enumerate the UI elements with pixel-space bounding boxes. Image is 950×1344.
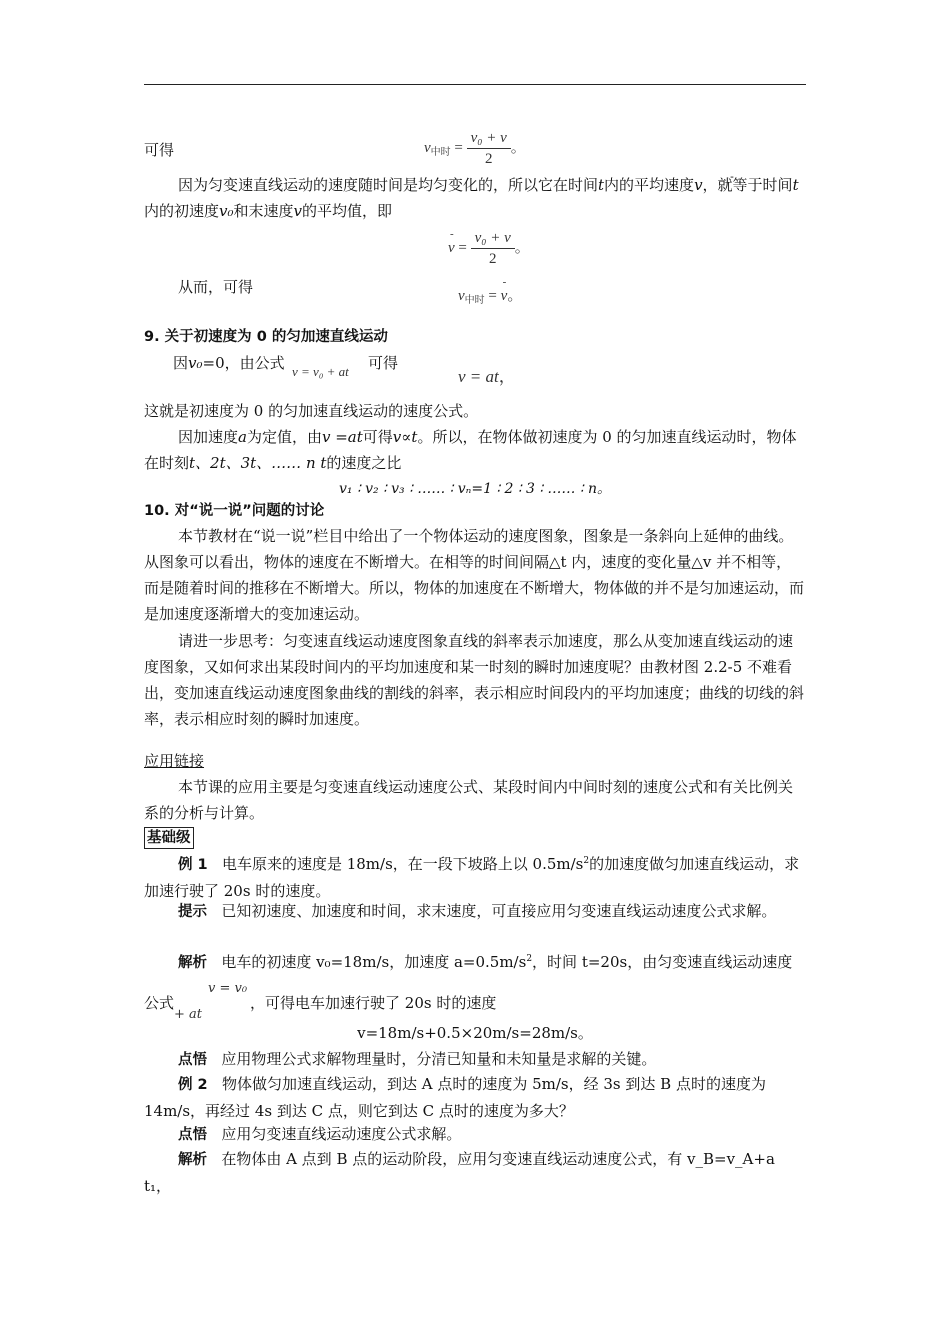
label-ke-de: 可得 — [144, 141, 175, 159]
formula-v-at: v = at， — [458, 367, 516, 386]
equation-average-velocity: - v = $\frac{\text{v₀ + v}}{2}$ 。 — [448, 228, 530, 269]
insight-2: 点悟 应用匀变速直线运动速度公式求解。 — [178, 1125, 462, 1143]
paragraph-application: 本节课的应用主要是匀变速直线运动速度公式、某段时间内中间时刻的速度公式和有关比例关系的分析与计算。 — [144, 778, 794, 822]
section-heading-9: 9. 关于初速度为 0 的匀加速直线运动 — [144, 329, 388, 345]
paragraph-proportional: 因加速度a为定值，由v =at可得v∝t。所以，在物体做初速度为 0 的匀加速直线运动时，物体在时刻t、2t、3t、…… n t的速度之比 — [144, 428, 797, 472]
solution-1: 解析 电车的初速度 v₀=18m/s，加速度 $a=0.5m/s^2$，时间 t=20s，由匀变速直线运动速度公式v = v₀ + at，可得电车加速行驶了 20s 时的速度 — [144, 946, 806, 1028]
paragraph-discussion: 本节教材在“说一说”栏目中给出了一个物体运动的速度图象，图象是一条斜向上延伸的曲线。从图象可以看出，物体的速度在不断增大。在相等的时间间隔△t 内，速度的变化量△v 并不相等，而是随着时间的推移在不断增大。所以，物体的加速度在不断增大，物体做的并不是匀加速运动，而是加速度逐渐增大的变加速运动。 — [144, 527, 805, 623]
paragraph-average-velocity: 因为匀变速直线运动的速度随时间是均匀变化的，所以它在时间t内的平均速度- v，就等于时间t内的初速度v₀和末速度v的平均值，即 — [144, 172, 806, 224]
equation-mid-time-velocity: $v_{中时}$ = $\frac{\text{v₀ + v}}{2}$ 。 — [424, 130, 526, 167]
paragraph-velocity-formula: 这就是初速度为 0 的匀加速直线运动的速度公式。 — [144, 402, 479, 420]
line-v0-zero: 因v₀=0，由公式 — [173, 354, 285, 372]
formula-velocity: v = v₀ + at — [292, 364, 349, 379]
level-label: 基础级 — [144, 824, 806, 850]
fraction: $\frac{\text{v₀ + v}}{2}$ — [471, 228, 515, 269]
velocity-ratio: v₁ ∶ v₂ ∶ v₃ ∶ …… ∶ vₙ=1 ∶ 2 ∶ 3 ∶ …… ∶ n。 — [339, 481, 611, 497]
fraction: $\frac{\text{v₀ + v}}{2}$ — [467, 128, 511, 169]
example-1: 例 1 电车原来的速度是 18m/s，在一段下坡路上以 $0.5m/s^2$的加速度做匀加速直线运动，求加速行驶了 20s 时的速度。 — [144, 855, 800, 900]
application-link-title: 应用链接 — [144, 752, 205, 770]
paragraph-further-thinking: 请进一步思考：匀变速直线运动速度图象直线的斜率表示加速度，那么从变加速直线运动的速度图象，又如何求出某段时间内的平均加速度和某一时刻的瞬时加速度呢？由教材图 2.2-5 不难看出，变加速直线运动速度图象曲线的割线的斜率，表示相应时间段内的平均加速度；曲线的切线的斜率，表示相应时刻的瞬时加速度。 — [144, 632, 805, 728]
example-2: 例 2 物体做匀加速直线运动，到达 A 点时的速度为 5m/s，经 3s 到达 B 点时的速度为 14m/s，再经过 4s 到达 C 点，则它到达 C 点时的速度为多大？ — [144, 1075, 766, 1120]
equation-mid-equals-average: $v_{中时}$ = - v。 — [458, 284, 522, 306]
hint-1: 提示 已知初速度、加速度和时间，求末速度，可直接应用匀变速直线运动速度公式求解。 — [178, 902, 777, 920]
header-rule — [144, 84, 806, 85]
solution-1-result: v=18m/s+0.5×20m/s=28m/s。 — [357, 1024, 593, 1042]
solution-2: 解析 在物体由 A 点到 B 点的运动阶段，应用匀变速直线运动速度公式，有 v_B=v_A+a t₁， — [144, 1150, 775, 1195]
line-cong-er: 从而，可得 — [178, 278, 254, 296]
formula-velocity-2: v = v₀ + at — [174, 981, 248, 1022]
section-heading-10: 10. 对“说一说”问题的讨论 — [144, 503, 325, 519]
insight-1: 点悟 应用物理公式求解物理量时，分清已知量和未知量是求解的关键。 — [178, 1050, 657, 1068]
label-ke-de-2: 可得 — [368, 354, 399, 372]
